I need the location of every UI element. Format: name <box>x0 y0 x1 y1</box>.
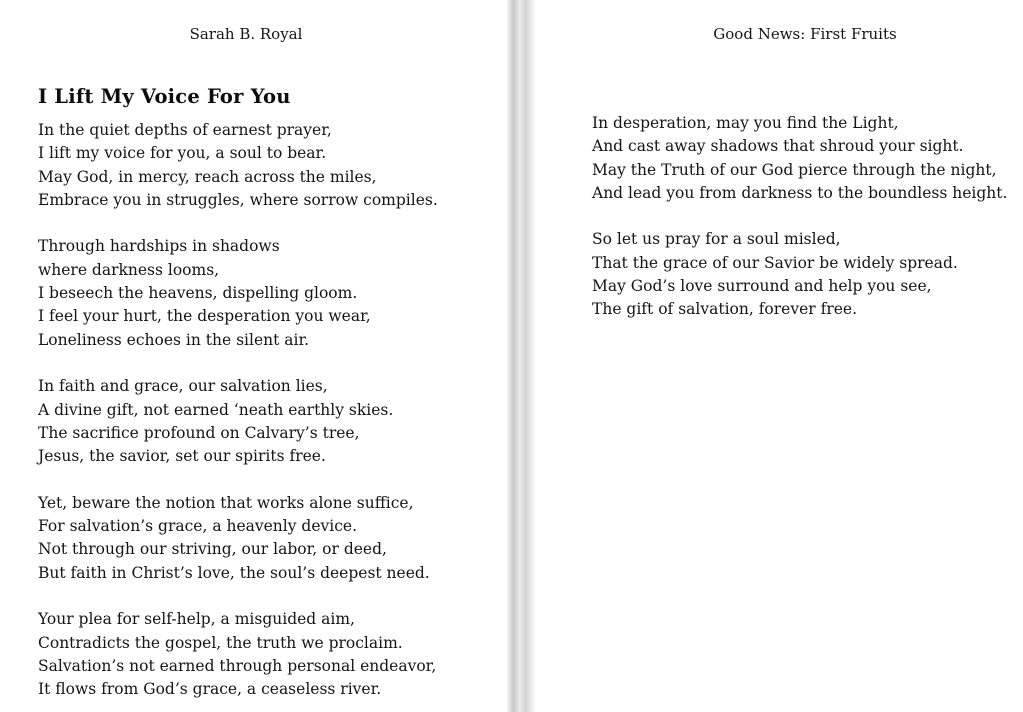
poem-line: In faith and grace, our salvation lies, <box>38 377 328 396</box>
poem-line: In desperation, may you find the Light, <box>592 114 899 132</box>
stanza <box>38 235 454 351</box>
left-page <box>0 0 511 712</box>
left-running-header: Sarah B. Royal <box>189 25 303 43</box>
poem-line: I lift my voice for you, a soul to bear. <box>38 144 327 163</box>
poem-line: Yet, beware the notion that works alone suffice, <box>38 493 414 512</box>
stanza <box>38 119 454 212</box>
poem-line: Not through our striving, our labor, or deed, <box>38 540 387 559</box>
poem-line: May God’s love surround and help you see, <box>592 277 932 296</box>
stanza <box>38 608 454 701</box>
stanza <box>592 228 1018 321</box>
right-poem-body <box>592 112 1018 345</box>
poem-line: That the grace of our Savior be widely spread. <box>592 253 958 272</box>
left-poem-body <box>38 119 454 712</box>
poem-line: Your plea for self-help, a misguided aim, <box>38 610 355 629</box>
poem-line: May God, in mercy, reach across the miles, <box>38 167 377 186</box>
poem-line: Loneliness echoes in the silent air. <box>38 330 310 349</box>
right-running-header: Good News: First Fruits <box>713 25 897 43</box>
poem-line: So let us pray for a soul misled, <box>592 230 841 249</box>
poem-title: I Lift My Voice For You <box>38 85 291 108</box>
poem-line: Contradicts the gospel, the truth we proclaim. <box>38 633 403 652</box>
poem-line: In the quiet depths of earnest prayer, <box>38 121 332 139</box>
poem-line: I feel your hurt, the desperation you wear, <box>38 307 371 326</box>
stanza <box>592 112 1018 205</box>
poem-line: But faith in Christ’s love, the soul’s deepest need. <box>38 563 430 582</box>
stanza <box>38 492 454 585</box>
poem-line: The gift of salvation, forever free. <box>592 300 858 319</box>
poem-line: I beseech the heavens, dispelling gloom. <box>38 284 358 303</box>
stanza <box>38 375 454 468</box>
poem-line: where darkness looms, <box>38 260 220 279</box>
poem-line: And cast away shadows that shroud your sight. <box>592 137 964 156</box>
poem-line: Embrace you in struggles, where sorrow compiles. <box>38 190 438 209</box>
poem-line: For salvation’s grace, a heavenly device. <box>38 517 358 536</box>
right-page <box>512 0 1023 712</box>
poem-line: It flows from God’s grace, a ceaseless river. <box>38 680 382 699</box>
poem-line: Jesus, the savior, set our spirits free. <box>38 447 326 466</box>
poem-line: A divine gift, not earned ‘neath earthly skies. <box>38 400 394 419</box>
poem-line: May the Truth of our God pierce through the night, <box>592 160 997 179</box>
poem-line: And lead you from darkness to the boundless height. <box>592 183 1008 202</box>
poem-line: Salvation’s not earned through personal endeavor, <box>38 656 437 675</box>
poem-line: Through hardships in shadows <box>38 237 280 256</box>
poem-line: The sacrifice profound on Calvary’s tree, <box>38 423 360 442</box>
